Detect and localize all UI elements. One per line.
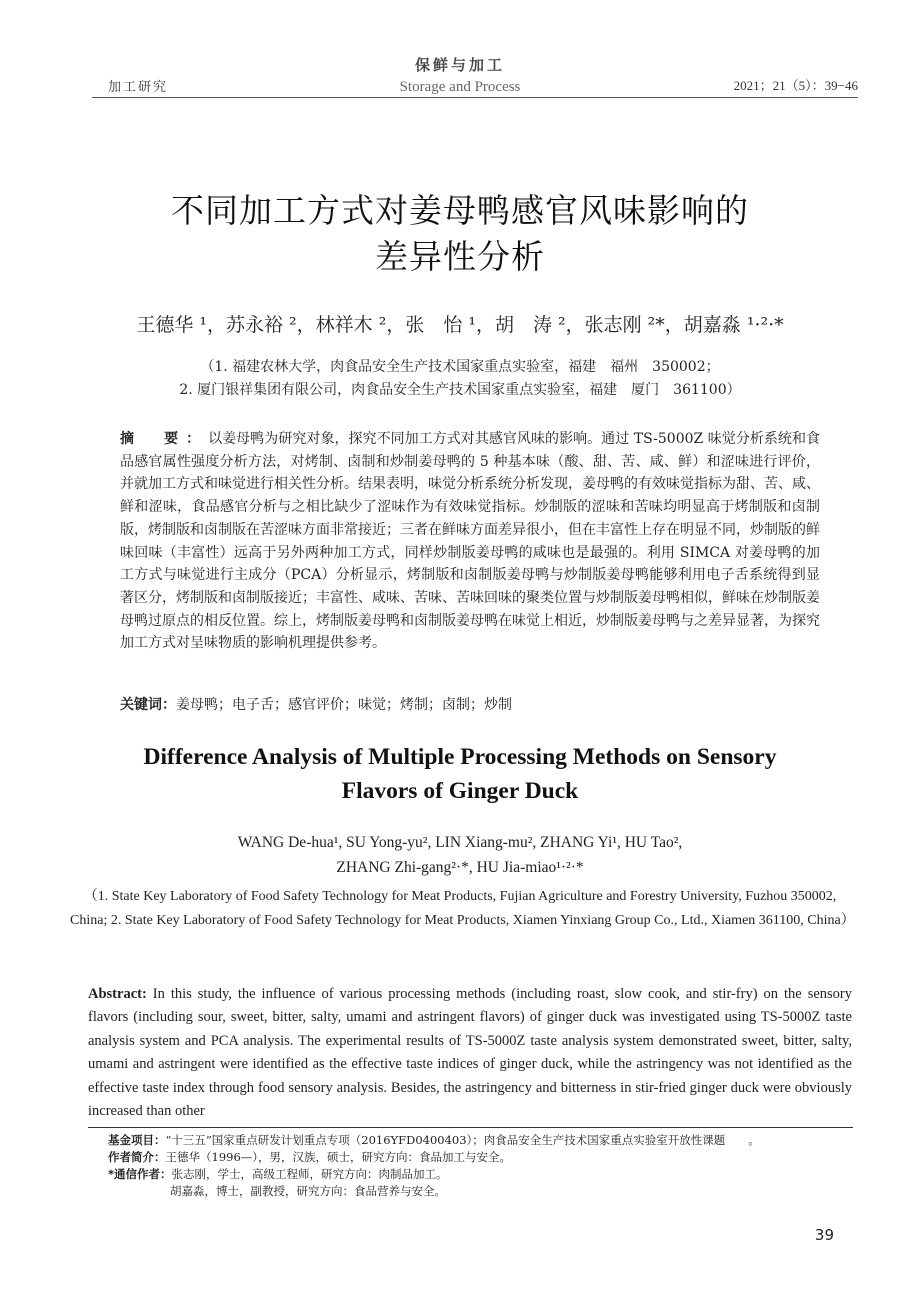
- footnote-corresponding: [108, 1166, 828, 1183]
- abstract-english: [88, 983, 852, 1123]
- keywords-chinese: [120, 694, 820, 714]
- affiliation-cn-line-2: 2. 厦门银祥集团有限公司，肉食品安全生产技术国家重点实验室，福建 厦门 361100）: [179, 382, 741, 398]
- fund-label: 基金项目：: [108, 1133, 166, 1147]
- affiliation-cn-line-1: （1. 福建农林大学，肉食品安全生产技术国家重点实验室，福建 福州 350002；: [200, 359, 720, 375]
- affiliations-english: （1. State Key Laboratory of Food Safety Technology for Meat Products, Fujian Agriculture and Forestry University, Fuzhou 350002, China; 2. State Key Laboratory of Food Safety Technology for Meat Products, Xiamen Yinxiang Group Co., Ltd., Xiamen 361100, China）: [70, 889, 855, 928]
- journal-name-cn: 保鲜与加工: [414, 56, 505, 74]
- journal-name: [360, 54, 560, 96]
- page-number: 39: [814, 1226, 834, 1244]
- abstract-chinese: [120, 428, 820, 655]
- abstract-cn-label: 摘 要：: [120, 431, 209, 447]
- footnote-fund: [108, 1132, 828, 1149]
- title-english: [60, 740, 860, 808]
- keywords-cn-label: 关键词：: [120, 697, 176, 713]
- fund-text: “十三五”国家重点研发计划重点专项（2016YFD0400403）；肉食品安全生产技术国家重点实验室开放性课题 。: [165, 1133, 760, 1147]
- abstract-cn-text: 以姜母鸭为研究对象，探究不同加工方式对其感官风味的影响。通过 TS-5000Z 味觉分析系统和食品感官属性强度分析方法，对烤制、卤制和炒制姜母鸭的 5 种基本味（酸、甜、苦、咸、鲜）和涩味进行评价，并就加工方式和味觉进行相关性分析。结果表明，味觉分析系统分析发现，姜母鸭的有效味觉指标为甜、苦、咸、鲜和涩味，食品感官分析与之相比缺少了涩味作为有效味觉指标。炒制版的涩味和苦味均明显高于烤制版和卤制版，烤制版和卤制版在苦涩味方面非常接近；三者在鲜味方面差异很小，但在丰富性上存在明显不同，炒制版的鲜味回味（丰富性）远高于另外两种加工方式，同样炒制版姜母鸭的咸味也是最强的。利用 SIMCA 对姜母鸭的加工方式与味觉进行主成分（PCA）分析显示，烤制版和卤制版姜母鸭与炒制版姜母鸭能够利用电子舌系统得到显著区分，烤制版和卤制版接近；丰富性、咸味、苦味、苦味回味的聚类位置与炒制版姜母鸭相似，鲜味在炒制版姜母鸭过原点的相反位置。综上，烤制版姜母鸭和卤制版姜母鸭在味觉上相近，炒制版姜母鸭与之差异显著，为探究加工方式对呈味物质的影响机理提供参考。: [120, 431, 820, 652]
- footnotes: [108, 1132, 828, 1200]
- author-bio-text: 王德华（1996—），男，汉族，硕士，研究方向：食品加工与安全。: [165, 1150, 512, 1164]
- title-chinese-line-2: 差异性分析: [375, 237, 545, 276]
- issue-info: 2021；21（5）：39−46: [733, 78, 858, 93]
- authors-en-line-2: ZHANG Zhi-gang²·*, HU Jia-miao¹·²·*: [336, 859, 584, 876]
- author-bio-label: 作者简介：: [108, 1150, 166, 1164]
- authors-en-line-1: WANG De-hua¹, SU Yong-yu², LIN Xiang-mu², ZHANG Yi¹, HU Tao²,: [237, 834, 683, 851]
- title-english-line-2: Flavors of Ginger Duck: [341, 778, 579, 804]
- authors-chinese: 王德华 ¹，苏永裕 ²，林祥木 ²，张 怡 ¹，胡 涛 ²，张志刚 ²*，胡嘉淼 ¹·²·*: [136, 314, 784, 336]
- footnote-author: [108, 1149, 828, 1166]
- keywords-cn-text: 姜母鸭；电子舌；感官评价；味觉；烤制；卤制；炒制: [176, 697, 512, 713]
- corresponding-label: *通信作者：: [108, 1167, 172, 1181]
- abstract-en-label: Abstract:: [88, 986, 147, 1002]
- affiliations-chinese: [60, 356, 860, 402]
- corresponding-text-2: 胡嘉淼，博士，副教授，研究方向：食品营养与安全。: [170, 1184, 446, 1198]
- title-chinese: [60, 188, 860, 280]
- section-label: 加工研究: [108, 80, 169, 95]
- abstract-en-text: In this study, the influence of various processing methods (including roast, slow cook, and stir-fry) on the sensory flavors (including sour, sweet, bitter, salty, umami and astringent flavors) of ginger duck was investigated using TS-5000Z taste analysis system and PCA analysis. The experimental results of TS-5000Z taste analysis system demonstrated sweet, bitter, salty, umami and astringent were identified as the effective taste indices of ginger duck, while the astringency was not identified as the effective taste index through food sensory analysis. Besides, the astringency and bitterness in stir-fried ginger duck were obviously increased than other: [88, 986, 852, 1120]
- header-divider: [92, 97, 858, 98]
- corresponding-text-1: 张志刚，学士，高级工程师，研究方向：肉制品加工。: [171, 1167, 448, 1181]
- journal-name-en: Storage and Process: [399, 79, 521, 95]
- footnote-corresponding-2: [108, 1183, 828, 1200]
- footnote-divider: [88, 1127, 853, 1128]
- title-chinese-line-1: 不同加工方式对姜母鸭感官风味影响的: [171, 191, 749, 230]
- page-header: [0, 0, 920, 100]
- authors-english: [60, 830, 860, 880]
- title-english-line-1: Difference Analysis of Multiple Processing Methods on Sensory: [143, 744, 777, 770]
